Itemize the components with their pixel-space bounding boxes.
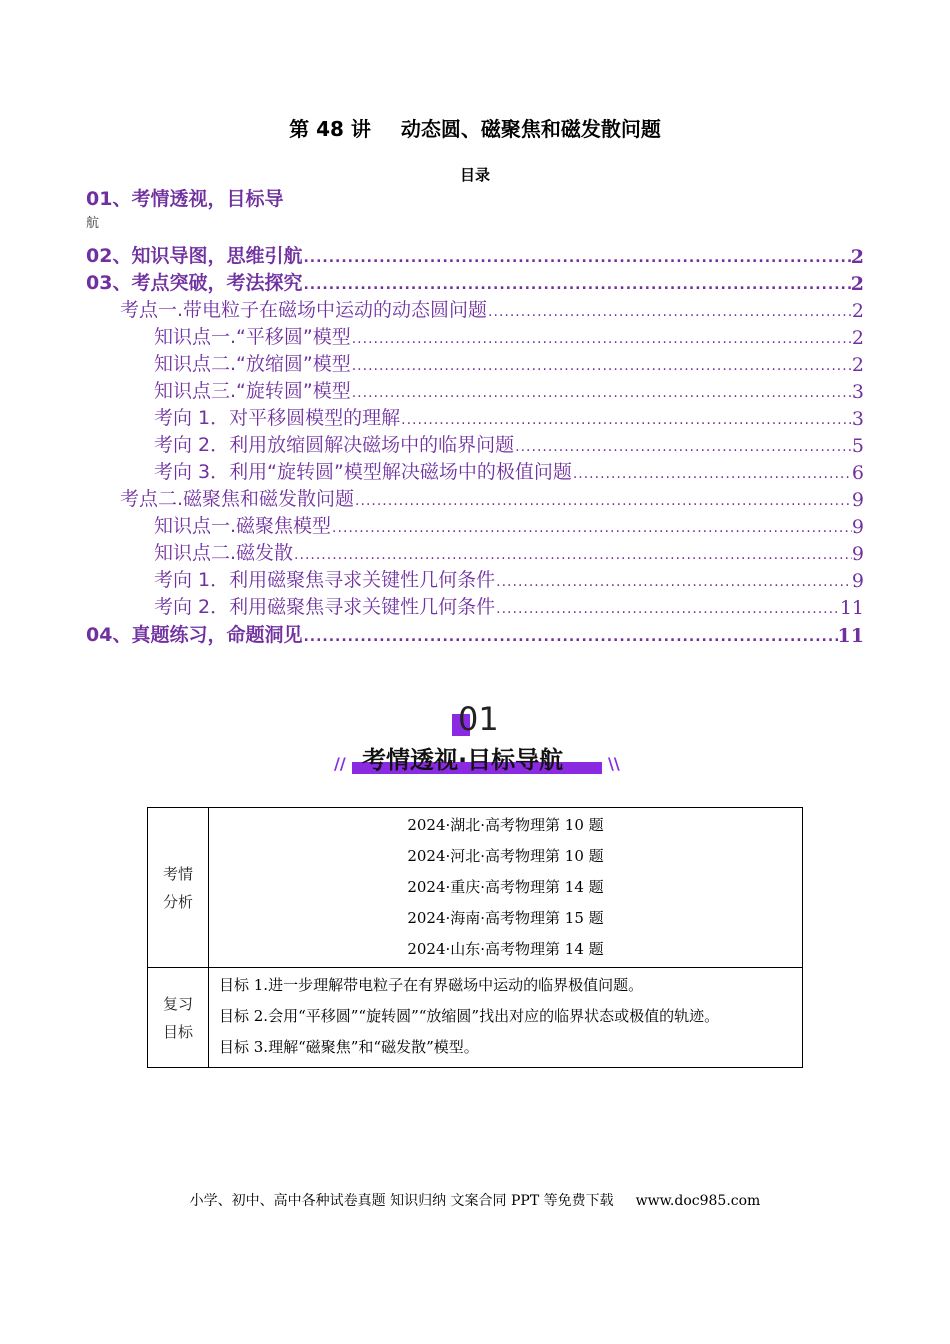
toc-entry-page: 5 <box>851 435 864 457</box>
toc-entry-page: 9 <box>851 489 864 511</box>
goal-item: 目标 3.理解“磁聚焦”和“磁发散”模型。 <box>219 1038 479 1056</box>
toc-entry-label: 考向 2．利用放缩圆解决磁场中的临界问题 <box>154 434 515 456</box>
toc-entry[interactable] <box>154 511 864 538</box>
toc-entry-label: 知识点一.“平移圆”模型 <box>154 326 351 348</box>
exam-item: 2024·海南·高考物理第 15 题 <box>407 909 604 927</box>
banner-title: 考情透视·目标导航 <box>362 746 564 774</box>
toc-entry-page: 2 <box>851 300 864 322</box>
toc-entry-label: 考向 2．利用磁聚焦寻求关键性几何条件 <box>154 596 496 618</box>
exam-analysis-table <box>147 807 803 1068</box>
toc-entry-label: 03、考点突破，考法探究 <box>86 272 303 294</box>
banner-left-mark: // <box>334 754 346 773</box>
goal-item: 目标 2.会用“平移圆”“旋转圆”“放缩圆”找出对应的临界状态或极值的轨迹。 <box>219 1007 720 1025</box>
table-row <box>148 808 803 968</box>
banner-right-mark: \\ <box>608 754 620 773</box>
toc-leader-dots <box>514 438 852 457</box>
toc-heading: 目录 <box>459 166 490 184</box>
toc-leader-dots <box>495 573 852 592</box>
page-footer <box>0 1190 950 1210</box>
toc-entry-page: 9 <box>851 543 864 565</box>
toc-entry[interactable] <box>154 457 864 484</box>
toc-entry-label: 知识点二.“放缩圆”模型 <box>154 353 351 375</box>
toc-entry[interactable] <box>154 376 864 403</box>
toc-leader-dots <box>302 628 837 647</box>
analysis-header-cell <box>148 808 209 968</box>
toc-entry-page: 2 <box>850 273 864 295</box>
toc-leader-dots <box>351 384 852 403</box>
toc-entry-first[interactable]: 01、考情透视，目标导 <box>86 188 284 210</box>
toc-entry-label: 考向 1．利用磁聚焦寻求关键性几何条件 <box>154 569 496 591</box>
toc-entry[interactable] <box>154 403 864 430</box>
toc-entry[interactable] <box>86 268 864 295</box>
toc-entry-page: 2 <box>851 327 864 349</box>
toc-entry-page: 6 <box>851 462 864 484</box>
toc-entry[interactable] <box>154 322 864 349</box>
toc-entry-label: 04、真题练习，命题洞见 <box>86 624 303 646</box>
exam-item: 2024·湖北·高考物理第 10 题 <box>407 816 604 834</box>
toc-entry-label: 知识点一.磁聚焦模型 <box>154 515 332 537</box>
toc-entry-first-wrap: 航 <box>86 216 100 231</box>
toc-entry[interactable] <box>120 295 864 322</box>
footer-url[interactable]: www.doc985.com <box>635 1193 761 1209</box>
toc-entry-page: 11 <box>839 597 864 619</box>
toc-leader-dots <box>351 330 852 349</box>
toc-entry-label: 知识点二.磁发散 <box>154 542 294 564</box>
toc-entry-page: 3 <box>851 408 864 430</box>
toc-leader-dots <box>302 249 850 268</box>
toc-entry-label: 考点二.磁聚焦和磁发散问题 <box>120 488 355 510</box>
analysis-header-line: 考情 <box>162 864 193 883</box>
goals-header-line: 复习 <box>162 994 193 1013</box>
banner-number: 01 <box>458 700 499 738</box>
exam-item: 2024·河北·高考物理第 10 题 <box>407 847 604 865</box>
toc-leader-dots <box>351 357 852 376</box>
lecture-topic: 动态圆、磁聚焦和磁发散问题 <box>400 117 661 141</box>
toc-entry[interactable] <box>86 241 864 268</box>
toc-entry[interactable] <box>86 620 864 647</box>
toc-leader-dots <box>354 492 852 511</box>
toc-entry-page: 11 <box>837 625 864 647</box>
toc-entry-page: 3 <box>851 381 864 403</box>
toc-entry[interactable] <box>154 592 864 619</box>
exam-item: 2024·重庆·高考物理第 14 题 <box>407 878 604 896</box>
toc-entry-label: 考向 3．利用“旋转圆”模型解决磁场中的极值问题 <box>154 461 572 483</box>
exam-item: 2024·山东·高考物理第 14 题 <box>407 940 604 958</box>
toc-entry-page: 9 <box>851 516 864 538</box>
toc-entry[interactable] <box>154 538 864 565</box>
toc-entry-label: 知识点三.“旋转圆”模型 <box>154 380 351 402</box>
footer-text: 小学、初中、高中各种试卷真题 知识归纳 文案合同 PPT 等免费下载 <box>189 1193 614 1209</box>
goals-header-line: 目标 <box>162 1022 193 1041</box>
toc-entry-page: 2 <box>851 354 864 376</box>
toc-entry-label: 考点一.带电粒子在磁场中运动的动态圆问题 <box>120 299 488 321</box>
goals-header-cell <box>148 968 209 1068</box>
lecture-number: 第 48 讲 <box>289 117 371 141</box>
toc-entry[interactable] <box>154 565 864 592</box>
page-title <box>0 113 950 142</box>
analysis-header-line: 分析 <box>162 892 193 911</box>
toc-entry-label: 02、知识导图，思维引航 <box>86 245 303 267</box>
toc-leader-dots <box>495 600 840 619</box>
section-banner <box>330 700 620 780</box>
toc-entry[interactable] <box>120 484 864 511</box>
toc-entry-page: 2 <box>850 246 864 268</box>
toc-leader-dots <box>293 546 852 565</box>
toc-entry-label: 考向 1．对平移圆模型的理解 <box>154 407 401 429</box>
goals-list-cell <box>209 968 803 1068</box>
toc-entry[interactable] <box>154 430 864 457</box>
goal-item: 目标 1.进一步理解带电粒子在有界磁场中运动的临界极值问题。 <box>219 976 644 994</box>
exam-list-cell <box>209 808 803 968</box>
toc-leader-dots <box>572 465 852 484</box>
toc-leader-dots <box>331 519 852 538</box>
toc-entry-page: 9 <box>851 570 864 592</box>
toc-leader-dots <box>302 276 850 295</box>
toc-entry[interactable] <box>154 349 864 376</box>
toc-leader-dots <box>487 303 852 322</box>
toc-leader-dots <box>400 411 852 430</box>
table-row <box>148 968 803 1068</box>
